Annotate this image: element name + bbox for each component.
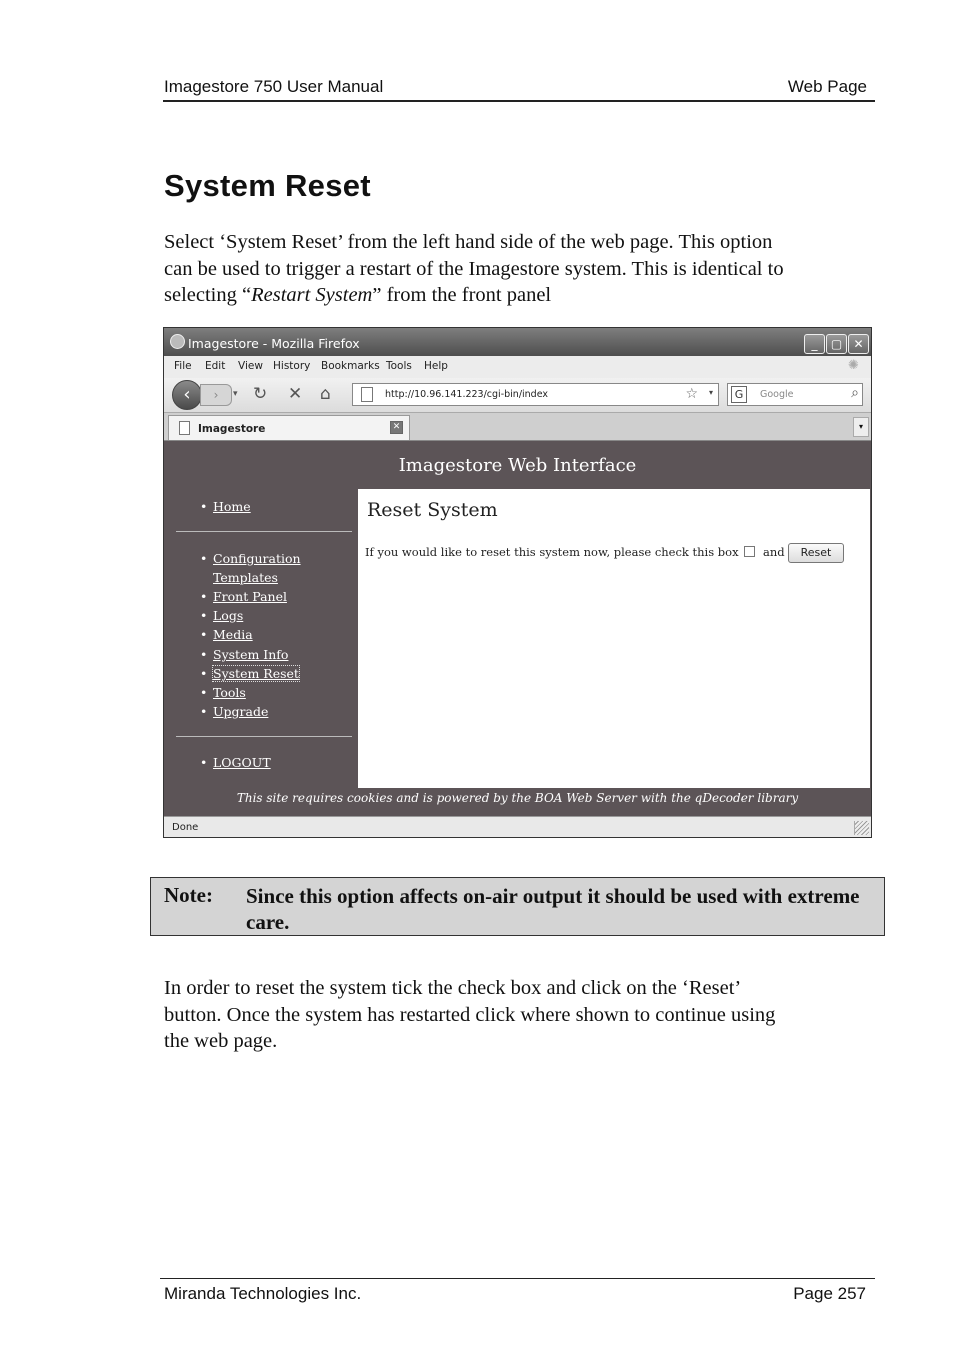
url-dropdown-icon[interactable]: ▾ — [708, 388, 713, 397]
search-icon[interactable]: ⌕ — [851, 385, 859, 401]
web-page-content — [164, 441, 871, 816]
nav-link-configuration[interactable]: Configuration — [213, 551, 301, 566]
nav-link-home[interactable]: Home — [213, 499, 251, 514]
reset-checkbox[interactable] — [744, 546, 755, 557]
history-dropdown-icon[interactable]: ▾ — [233, 389, 238, 399]
nav-link-system-reset[interactable]: System Reset — [213, 666, 299, 681]
throbber-icon: ✺ — [848, 358, 859, 373]
search-bar[interactable] — [727, 383, 863, 406]
intro-line-2: can be used to trigger a restart of the Imagestore system. This is identical to — [164, 257, 784, 280]
menu-file[interactable]: File — [174, 360, 192, 372]
forward-icon[interactable]: › — [200, 384, 232, 406]
nav-link-logs[interactable]: Logs — [213, 608, 244, 623]
stop-icon[interactable]: ✕ — [288, 384, 303, 404]
nav-link-templates[interactable]: Templates — [213, 570, 278, 585]
tab-label: Imagestore — [198, 423, 266, 435]
intro-line-3-emphasis: Restart System — [251, 284, 373, 306]
instructions-line-3: the web page. — [164, 1030, 278, 1052]
header-section-name: Web Page — [787, 77, 867, 96]
bookmark-star-icon[interactable]: ☆ — [685, 386, 698, 402]
footer-company: Miranda Technologies Inc. — [164, 1284, 362, 1303]
tab-bar — [164, 413, 871, 441]
window-title: Imagestore - Mozilla Firefox — [188, 336, 360, 351]
list-all-tabs-icon[interactable]: ▾ — [853, 417, 869, 437]
browser-screenshot — [163, 327, 872, 838]
intro-line-3-pre: selecting “ — [164, 284, 252, 306]
google-icon[interactable]: G — [731, 386, 747, 403]
reset-message: If you would like to reset this system now, please check this box — [365, 545, 739, 559]
header-manual-title: Imagestore 750 User Manual — [164, 77, 384, 96]
sidebar-divider — [176, 531, 352, 532]
page-header — [163, 76, 875, 102]
note-box — [150, 877, 885, 936]
firefox-icon — [170, 334, 185, 349]
url-text: http://10.96.141.223/cgi-bin/index — [385, 389, 549, 400]
menu-edit[interactable]: Edit — [205, 360, 226, 372]
intro-line-1: Select ‘System Reset’ from the left hand side of the web page. This option — [164, 231, 773, 253]
footer-page-number: Page 257 — [793, 1284, 866, 1303]
minimize-icon[interactable]: _ — [804, 334, 825, 354]
reset-button[interactable]: Reset — [788, 543, 844, 563]
page-footer — [160, 1278, 875, 1303]
nav-link-upgrade[interactable]: Upgrade — [213, 704, 269, 719]
tab-close-icon[interactable]: ✕ — [390, 421, 403, 434]
section-title: System Reset — [164, 168, 371, 203]
back-icon[interactable]: ‹ — [172, 380, 202, 410]
note-text: Since this option affects on-air output it should be used with extreme care. — [246, 884, 860, 934]
reset-and-label: and — [763, 545, 785, 559]
maximize-icon[interactable]: ▢ — [826, 334, 847, 354]
resize-grip-icon[interactable] — [854, 821, 869, 835]
web-sidebar: • Home • Configuration Templates • Front Panel • Logs • Media • System Info • System Reset • Tools • Upgrade • LOGOUT — [164, 489, 357, 789]
nav-link-logout[interactable]: LOGOUT — [213, 755, 271, 770]
panel-title: Reset System — [367, 499, 498, 521]
tab-imagestore[interactable] — [168, 415, 410, 440]
instructions-paragraph — [164, 975, 864, 1055]
menu-view[interactable]: View — [238, 360, 263, 372]
nav-link-system-info[interactable]: System Info — [213, 647, 289, 662]
navigation-toolbar — [164, 378, 871, 413]
web-interface-title: Imagestore Web Interface — [398, 455, 637, 476]
reset-panel — [358, 489, 870, 788]
web-footnote: This site requires cookies and is powered by the BOA Web Server with the qDecoder library — [236, 791, 799, 805]
nav-link-media[interactable]: Media — [213, 627, 253, 642]
close-icon[interactable]: ✕ — [848, 334, 869, 354]
url-bar[interactable] — [352, 383, 719, 406]
intro-line-3-post: ” from the front panel — [372, 284, 552, 306]
instructions-line-2: button. Once the system has restarted click where shown to continue using — [164, 1003, 776, 1026]
menu-help[interactable]: Help — [424, 360, 448, 372]
instructions-line-1: In order to reset the system tick the check box and click on the ‘Reset’ — [164, 977, 742, 999]
note-label: Note: — [164, 883, 213, 907]
sidebar-divider — [176, 736, 352, 737]
menu-bookmarks[interactable]: Bookmarks — [321, 360, 380, 372]
tab-page-icon — [179, 421, 190, 435]
menu-bar — [164, 356, 871, 378]
window-titlebar — [164, 328, 871, 356]
search-placeholder: Google — [760, 389, 794, 400]
nav-link-tools[interactable]: Tools — [213, 685, 246, 700]
menu-tools[interactable]: Tools — [386, 360, 412, 372]
status-text: Done — [172, 822, 199, 833]
intro-paragraph — [164, 229, 864, 309]
status-bar — [164, 816, 871, 838]
nav-link-front-panel[interactable]: Front Panel — [213, 589, 287, 604]
menu-history[interactable]: History — [273, 360, 311, 372]
home-icon[interactable]: ⌂ — [320, 384, 331, 404]
page-icon — [361, 387, 373, 402]
reload-icon[interactable]: ↻ — [253, 384, 268, 404]
